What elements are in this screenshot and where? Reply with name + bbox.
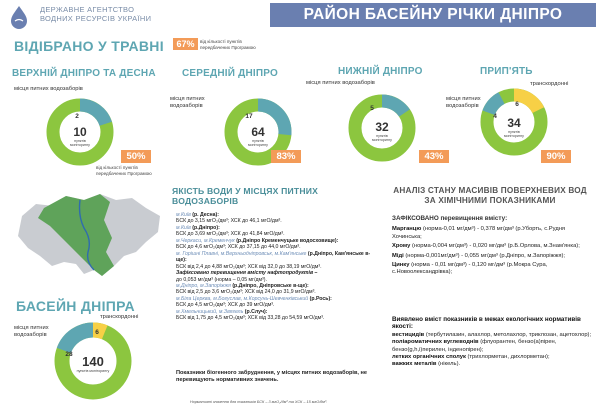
donut-center-sub: пунктів моніторингу [70,139,90,148]
analysis-title: АНАЛІЗ СТАНУ МАСИВІВ ПОВЕРХНЕВИХ ВОД ЗА ХІМІЧНИМИ ПОКАЗНИКАМИ [393,186,587,205]
pah-label: поліароматичних вуглеводнів [392,339,479,346]
quality-summary: Показники біогенного забруднення, у місцях питних водозаборів, не перевищують нормативних значень. [176,370,368,383]
drinking-label: місця питних водозаборів [446,96,481,109]
location: м. Горішні Плавні, м.Верхньодніпровськ, м.Кам'янське [176,250,307,257]
within-head: Виявлено вміст показників в межах екологічних нормативів якості: [392,316,581,331]
pah-text: (флуорантен, бензо(а)пірен, бензо(g,h,i)перилен, інденопірен); [392,339,557,353]
river: (р.Дніпро, Кам'янське в-ще): [176,250,371,264]
slice-value-drinking: 17 [245,113,253,120]
drinking-label: місця питних водозаборів [306,80,375,86]
drinking-label: місця питних водозаборів [14,325,49,338]
location: м.Черкаси, м.Кременчук [176,237,235,244]
slice-value-drinking: 28 [65,351,73,358]
slice-value-transboundary: 6 [95,329,99,336]
donut-total-upper: 10 [73,125,87,139]
river: (р.Дніпро Кременчуцьке водосховище): [236,237,339,244]
quality-details [176,212,376,322]
quality-line: БСК до 3,69 мгО₂/дм³; ХСК до 41,84 мгО/дм³. [176,231,285,238]
agency-name: ДЕРЖАВНЕ АГЕНТСТВО ВОДНИХ РЕСУРСІВ УКРАЇНИ [40,5,152,23]
region-pct-lower: 43% [419,150,449,163]
transboundary-label: транскордонні [530,81,569,87]
slice-value-transboundary: 6 [515,101,519,108]
location: м.Хмельницький, м.Звягель [176,308,244,315]
donut-center-sub: пунктів моніторингу [372,134,392,143]
donut-total-prypiat: 34 [507,116,521,130]
location: м.Київ [176,212,191,218]
chromium-text: (норма-0,004 мг/дм³) - 0,020 мг/дм³ (р.Б.Орлова, м.Знам'янка); [411,243,580,250]
manganese-text: (норма-0,01 мг/дм³) - 0,378 мг/дм³ (р.Уборть, с.Рудня Хочинська; [392,226,566,240]
exceed-head: ЗАФІКСОВАНО перевищення вмісту: [392,215,508,222]
volatile-text: (трихлорметан, дихлорметан); [467,354,550,361]
sampled-title: ВІДІБРАНО У ТРАВНІ [14,38,164,54]
donut-total-middle: 64 [251,125,265,139]
quality-footnote: Нормативні значення для показників БСК – 3 мгО₂/дм³ та ХСК – 15 мгО/дм³. [190,400,328,404]
location: м.Біла Церква, м.Богуслав, м.Корсунь-Шевченківський [176,295,309,302]
quality-warning: Зафіксовано перевищення вмісту нафтопродуктів – [176,270,318,277]
page-title: РАЙОН БАСЕЙНУ РІЧКИ ДНІПРО [270,3,596,27]
quality-line: БСК від 2,5 до 3,6 мгО₂/дм³; ХСК від 24,0 до 31,9 мгО/дм³. [176,289,316,296]
manganese-label: Марганцю [392,226,422,233]
heavy-metals-label: важких металів [392,361,437,368]
chromium-label: Хрому [392,243,411,250]
quality-line: БСК до 4,6 мгО₂/дм³; ХСК до 37,15 до 44,0 мгО/дм³. [176,244,301,251]
copper-text: (норма-0,001мг/дм³) - 0,055 мг/дм³ (р.Дніпро, м.Запоріжжя); [405,252,566,259]
quality-line: БСК від 1,75 до 4,5 мгО₂/дм³; ХСК від 33,28 до 54,59 мгО/дм³. [176,315,325,322]
agency-logo-icon [6,4,32,30]
slice-value-drinking: 4 [493,113,497,120]
river: (р.Рось): [309,295,332,302]
analysis-within [392,316,592,369]
volatile-label: летких органічних сполук [392,354,466,361]
sampled-percent-note: від кількості пунктів передбачених Програмою [200,39,256,50]
heavy-metals-text: (нікель). [438,361,461,368]
region-title-lower: НИЖНІЙ ДНІПРО [338,66,423,77]
sampled-percent-badge: 67% [173,38,198,50]
region-title-middle: СЕРЕДНІЙ ДНІПРО [182,68,278,79]
drinking-label: місця питних водозаборів [14,86,83,92]
basin-title: БАСЕЙН ДНІПРА [16,298,135,314]
river: (р.Дніпро): [192,224,220,231]
zinc-text: (норма - 0,01 мг/дм³) - 0,120 мг/дм³ (р.Мокра Сура, с.Новоолександрівка); [392,262,548,276]
quality-line: БСК до 4,5 мгО₂/дм³; ХСК до 39 мгО/дм³. [176,302,275,309]
location: м.Київ [176,224,191,231]
donut-center-sub: пунктів моніторингу [504,130,524,139]
zinc-label: Цинку [392,262,410,269]
region-pct-prypiat: 90% [541,150,571,163]
slice-value-drinking: 2 [75,113,79,120]
location: м.Дніпро, м.Запоріжжя [176,282,231,289]
region-title-upper: ВЕРХНІЙ ДНІПРО ТА ДЕСНА [12,68,156,79]
ukraine-basin-map [14,186,166,284]
donut-total-lower: 32 [375,120,389,134]
region-title-prypiat: ПРИП'ЯТЬ [480,66,533,77]
analysis-exceed [392,215,592,277]
donut-total-basin: 140 [82,354,104,369]
region-pct-note: від кількості пунктів передбачених Програмою [96,165,152,176]
region-pct-middle: 83% [271,150,301,163]
quality-line: БСК від 2,4 до 4,88 мгО₂/дм³; ХСК від 32,0 до 38,19 мгО/дм³. [176,263,322,270]
river: (р.Дніпро, Дніпровське в-ще): [232,282,309,289]
drinking-label: місця питних водозаборів [170,96,205,109]
region-pct-upper: 50% [121,150,151,163]
quality-title: ЯКІСТЬ ВОДИ У МІСЦЯХ ПИТНИХ ВОДОЗАБОРІВ [172,186,319,206]
copper-label: Міді [392,252,404,259]
pesticides-label: вестицидів [392,331,425,338]
quality-line: до 0,053 мг/дм³ (норма – 0,05 мг/дм³). [176,276,267,283]
slice-value-drinking: 5 [370,105,374,112]
river: (р.Случ): [244,308,268,315]
donut-center-sub: пунктів моніторингу [248,139,268,148]
river: (р. Десна): [192,212,219,218]
quality-line: БСК до 3,15 мгО₂/дм³; ХСК до 46,1 мгО/дм³. [176,218,282,225]
transboundary-label: транскордонні [100,314,139,320]
donut-center-sub: пунктів моніторингу [76,369,110,373]
pesticides-text: (тербутилазин, алахлор, метолахлор, триклозан, ацетохлор); [425,331,592,338]
